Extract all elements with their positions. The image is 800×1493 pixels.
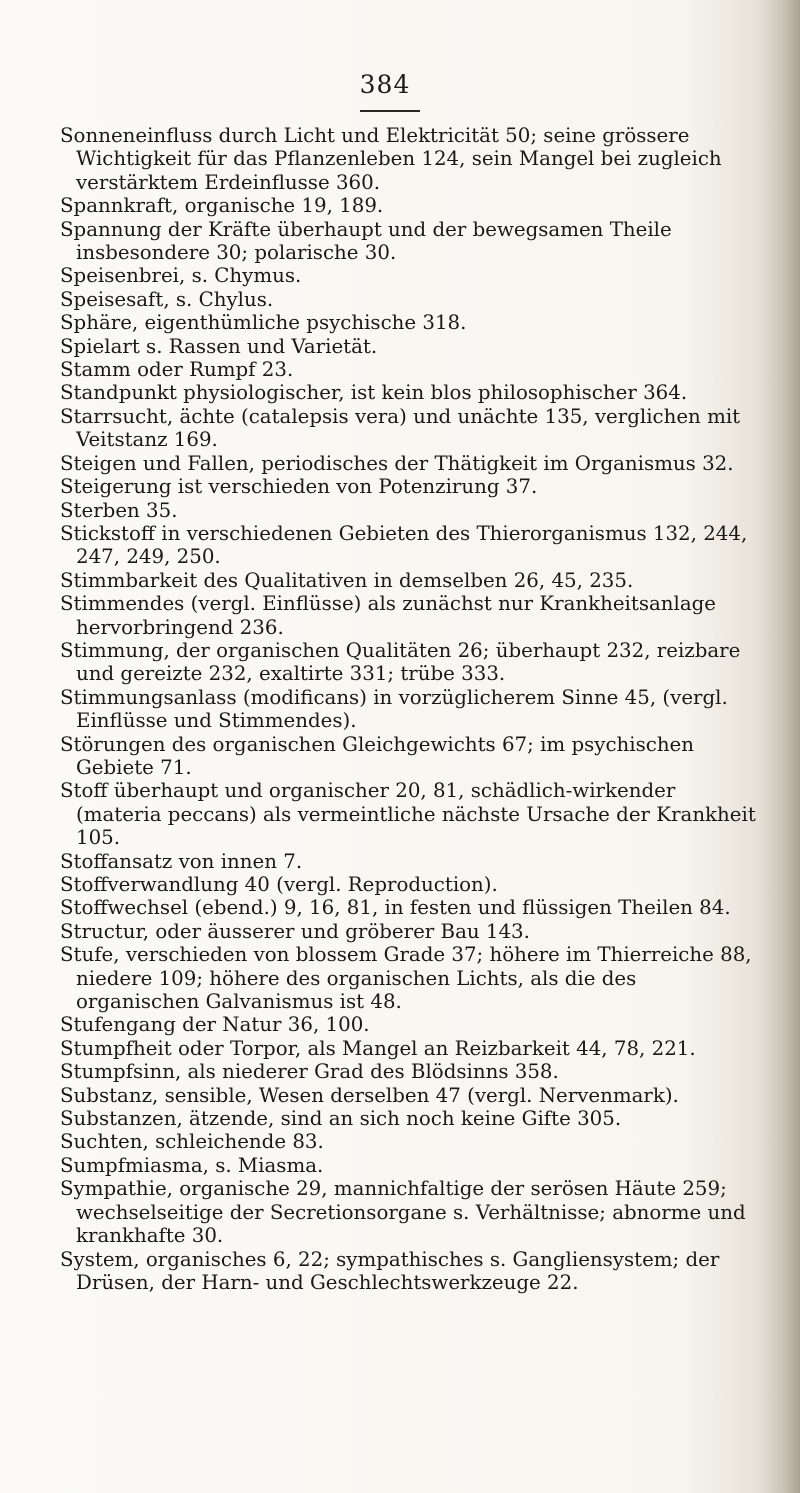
index-entry: Stoff überhaupt und organischer 20, 81, schädlich-wirkender (materia peccans) als vermeintliche nächste Ursache der Krankheit 105. bbox=[60, 779, 756, 850]
index-entry: Stufe, verschieden von blossem Grade 37; höhere im Thierreiche 88, niedere 109; höhere des organischen Lichts, als die des organischen Galvanismus ist 48. bbox=[60, 943, 752, 1014]
index-entry: Stamm oder Rumpf 23. bbox=[60, 358, 294, 382]
index-entry: Stimmendes (vergl. Einflüsse) als zunächst nur Krankheitsanlage hervorbringend 236. bbox=[60, 592, 717, 639]
index-entry: Spielart s. Rassen und Varietät. bbox=[60, 334, 378, 358]
index-entry: Substanzen, ätzende, sind an sich noch keine Gifte 305. bbox=[60, 1107, 622, 1131]
index-entry: Substanz, sensible, Wesen derselben 47 (vergl. Nervenmark). bbox=[60, 1083, 679, 1107]
index-entry: Sumpfmiasma, s. Miasma. bbox=[60, 1153, 324, 1177]
index-entry: System, organisches 6, 22; sympathisches s. Gangliensystem; der Drüsen, der Harn- und Geschlechtswerkzeuge 22. bbox=[60, 1247, 720, 1294]
index-entries bbox=[60, 124, 765, 1294]
index-entry: Speisenbrei, s. Chymus. bbox=[60, 264, 302, 288]
index-entry: Stimmbarkeit des Qualitativen in demselben 26, 45, 235. bbox=[60, 568, 634, 592]
index-entry: Structur, oder äusserer und gröberer Bau 143. bbox=[60, 919, 530, 943]
index-entry: Stufengang der Natur 36, 100. bbox=[60, 1013, 370, 1037]
index-entry: Spannung der Kräfte überhaupt und der bewegsamen Theile insbesondere 30; polarische 30. bbox=[60, 217, 672, 265]
index-entry: Sympathie, organische 29, mannichfaltige der serösen Häute 259; wechselseitige der Secretionsorgane s. Verhältnisse; abnorme und krankhafte 30. bbox=[60, 1177, 746, 1248]
index-entry: Stimmung, der organischen Qualitäten 26; überhaupt 232, reizbare und gereizte 232, exaltirte 331; trübe 333. bbox=[60, 638, 741, 686]
index-entry: Störungen des organischen Gleichgewichts 67; im psychischen Gebiete 71. bbox=[60, 732, 695, 779]
index-entry: Steigen und Fallen, periodisches der Thätigkeit im Organismus 32. bbox=[60, 451, 734, 475]
index-entry: Stimmungsanlass (modificans) in vorzüglicherem Sinne 45, (vergl. Einflüsse und Stimmendes). bbox=[60, 685, 728, 733]
index-entry: Stumpfheit oder Torpor, als Mangel an Reizbarkeit 44, 78, 221. bbox=[60, 1036, 696, 1060]
index-entry: Sonneneinfluss durch Licht und Elektricität 50; seine grössere Wichtigkeit für das Pflanzenleben 124, sein Mangel bei zugleich verstärktem Erdeinflusse 360. bbox=[60, 124, 722, 194]
page-edge-shadow bbox=[760, 0, 800, 1493]
index-entry: Suchten, schleichende 83. bbox=[60, 1130, 324, 1154]
index-entry: Sphäre, eigenthümliche psychische 318. bbox=[60, 311, 467, 335]
index-entry: Stoffwechsel (ebend.) 9, 16, 81, in festen und flüssigen Theilen 84. bbox=[60, 896, 731, 920]
index-entry: Stoffansatz von innen 7. bbox=[60, 849, 303, 873]
index-entry: Standpunkt physiologischer, ist kein blos philosophischer 364. bbox=[60, 381, 688, 405]
page-number: 384 bbox=[359, 70, 411, 99]
index-entry: Stickstoff in verschiedenen Gebieten des Thierorganismus 132, 244, 247, 249, 250. bbox=[60, 521, 748, 569]
page-number-rule bbox=[360, 110, 420, 112]
index-entry: Stumpfsinn, als niederer Grad des Blödsinns 358. bbox=[60, 1060, 559, 1084]
index-entry: Starrsucht, ächte (catalepsis vera) und unächte 135, verglichen mit Veitstanz 169. bbox=[60, 404, 741, 452]
index-entry: Speisesaft, s. Chylus. bbox=[60, 287, 274, 311]
index-entry: Sterben 35. bbox=[60, 498, 178, 522]
index-entry: Steigerung ist verschieden von Potenzirung 37. bbox=[60, 475, 538, 499]
index-entry: Stoffverwandlung 40 (vergl. Reproduction). bbox=[60, 873, 498, 896]
index-entry: Spannkraft, organische 19, 189. bbox=[60, 194, 384, 218]
